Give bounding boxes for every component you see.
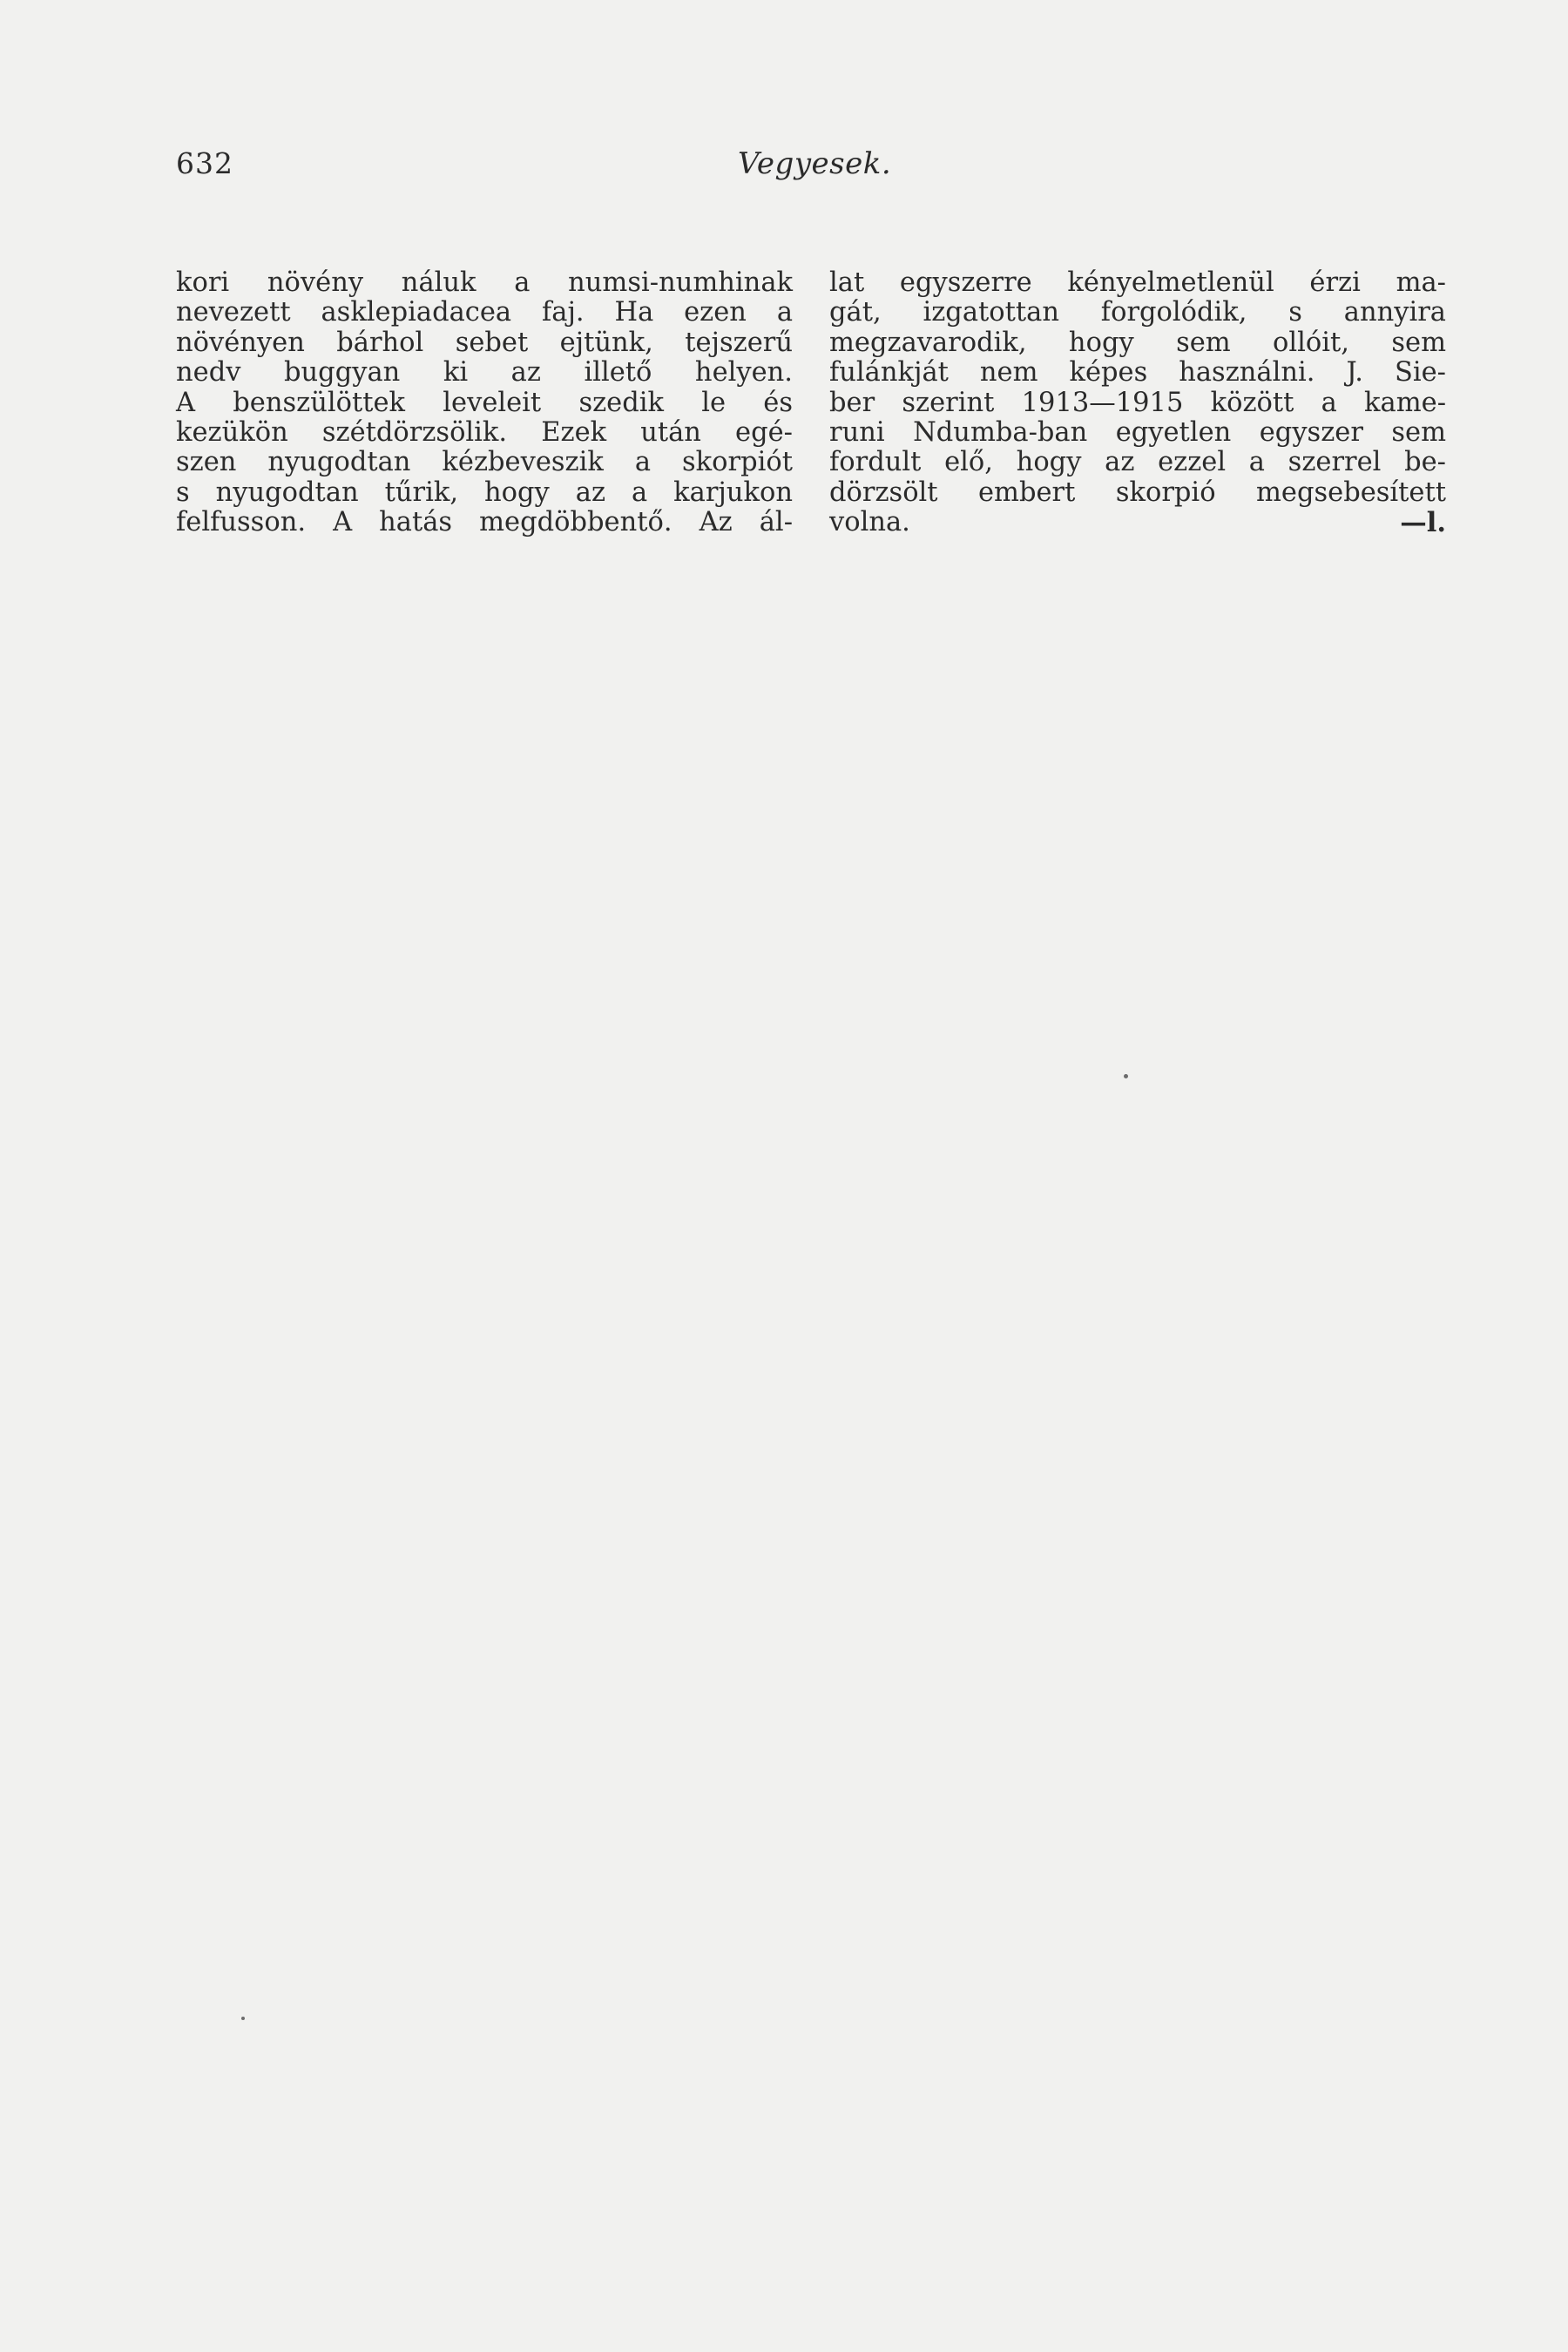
text-line: dörzsölt embert skorpió megsebesített (829, 476, 1446, 508)
text-line: fulánkját nem képes használni. J. Sie- (829, 357, 1446, 389)
text-line: nedv buggyan ki az illető helyen. (176, 357, 793, 389)
text-line: megzavarodik, hogy sem ollóit, sem (829, 327, 1446, 358)
text-line: felfusson. A hatás megdöbbentő. Az ál- (176, 507, 793, 538)
text-line: lat egyszerre kényelmetlenül érzi ma- (829, 267, 1446, 298)
text-line: nevezett asklepiadacea faj. Ha ezen a (176, 297, 793, 328)
text-line: runi Ndumba-ban egyetlen egyszer sem (829, 416, 1446, 448)
text-line: szen nyugodtan kézbeveszik a skorpiót (176, 447, 793, 478)
text-line: fordult elő, hogy az ezzel a szerrel be- (829, 447, 1446, 478)
left-column (176, 268, 793, 538)
text-line: kori növény náluk a numsi-numhinak (176, 267, 793, 298)
closing-text: volna. (829, 507, 910, 538)
author-signature: —l. (1400, 507, 1446, 539)
running-title: Vegyesek. (738, 146, 892, 181)
text-line: kezükön szétdörzsölik. Ezek után egé- (176, 416, 793, 448)
closing-line (829, 508, 1446, 537)
paper-speck (1124, 1074, 1128, 1078)
right-column (829, 268, 1446, 538)
page-number: 632 (176, 146, 233, 180)
text-line: növényen bárhol sebet ejtünk, tejszerű (176, 327, 793, 358)
text-line: gát, izgatottan forgolódik, s annyira (829, 297, 1446, 328)
text-line: ber szerint 1913—1915 között a kame- (829, 387, 1446, 418)
text-line: s nyugodtan tűrik, hogy az a karjukon (176, 476, 793, 508)
text-line: A benszülöttek leveleit szedik le és (176, 387, 793, 418)
paper-speck (241, 2017, 245, 2020)
